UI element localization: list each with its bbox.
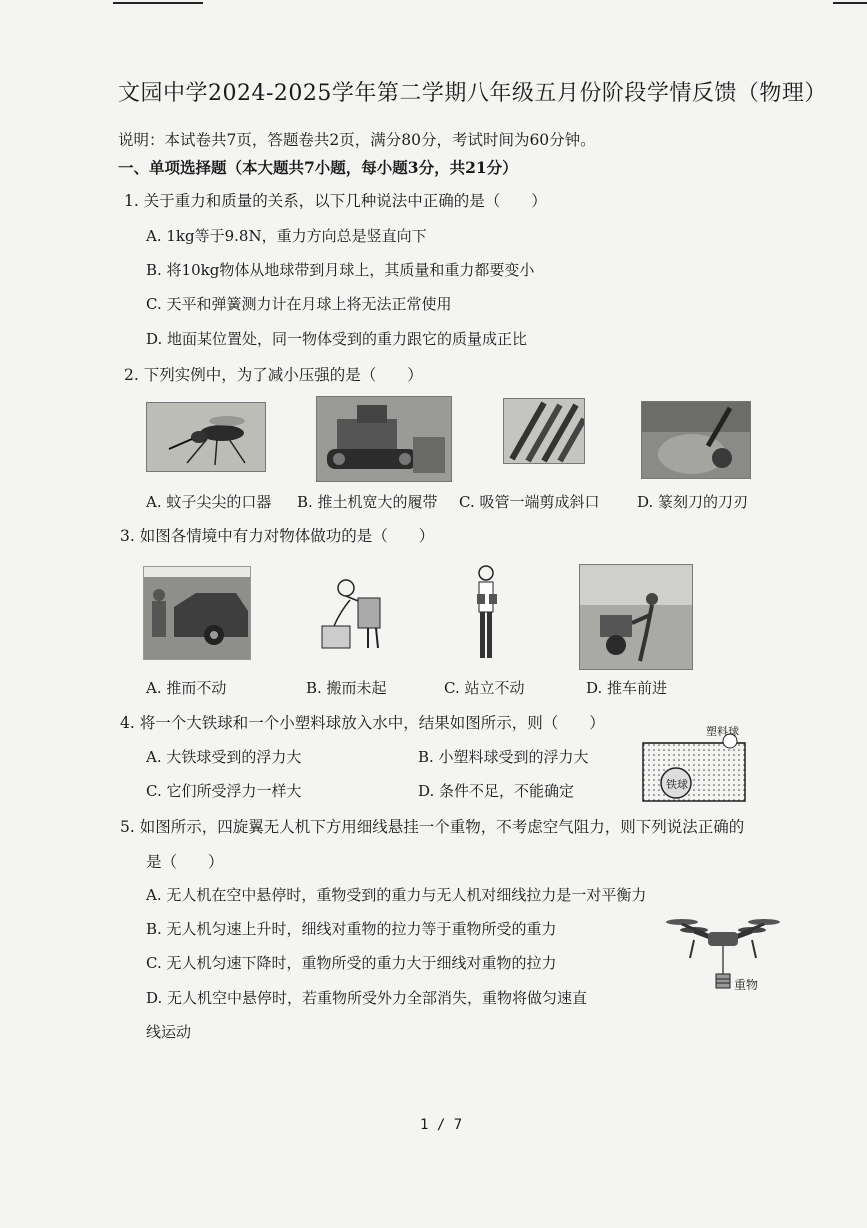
drone-diagram — [664, 914, 782, 996]
question-2-option-b: B. 推土机宽大的履带 — [297, 493, 438, 511]
iron-ball-label: 铁球 — [666, 778, 688, 791]
question-4-option-a: A. 大铁球受到的浮力大 — [146, 748, 302, 766]
question-1-stem: 1. 关于重力和质量的关系，以下几种说法中正确的是（ ） — [124, 192, 547, 210]
question-5-stem-cont: 是（ ） — [146, 853, 224, 871]
question-1-option-d: D. 地面某位置处，同一物体受到的重力跟它的质量成正比 — [146, 330, 528, 348]
question-5-option-d-cont: 线运动 — [146, 1023, 192, 1041]
question-4-option-d: D. 条件不足，不能确定 — [418, 782, 575, 800]
question-5-stem: 5. 如图所示，四旋翼无人机下方用细线悬挂一个重物，不考虑空气阻力，则下列说法正确的 — [120, 818, 745, 836]
question-3-option-c: C. 站立不动 — [444, 679, 525, 697]
plastic-ball-label: 塑料球 — [706, 725, 739, 738]
question-5-option-a: A. 无人机在空中悬停时，重物受到的重力与无人机对细线拉力是一对平衡力 — [146, 886, 647, 904]
bulldozer-image — [316, 396, 452, 482]
question-4-stem: 4. 将一个大铁球和一个小塑料球放入水中，结果如图所示，则（ ） — [120, 714, 605, 732]
straw-image — [503, 398, 585, 464]
weight-label: 重物 — [734, 978, 759, 992]
question-3-option-b: B. 搬而未起 — [306, 679, 387, 697]
mosquito-image — [146, 402, 266, 472]
question-3-option-d: D. 推车前进 — [586, 679, 668, 697]
question-2-stem: 2. 下列实例中，为了减小压强的是（ ） — [124, 366, 423, 384]
scan-edge-line — [833, 2, 867, 4]
question-4-option-b: B. 小塑料球受到的浮力大 — [418, 748, 589, 766]
question-1-option-a: A. 1kg等于9.8N，重力方向总是竖直向下 — [146, 227, 427, 245]
question-5-option-c: C. 无人机匀速下降时，重物所受的重力大于细线对重物的拉力 — [146, 954, 557, 972]
page-title: 文园中学2024-2025学年第二学期八年级五月份阶段学情反馈（物理） — [118, 81, 827, 106]
question-3-option-a: A. 推而不动 — [146, 679, 227, 697]
question-2-option-d: D. 篆刻刀的刀刃 — [637, 493, 749, 511]
question-1-option-c: C. 天平和弹簧测力计在月球上将无法正常使用 — [146, 295, 452, 313]
page-number: 1 / 7 — [420, 1117, 463, 1133]
section-heading: 一、单项选择题（本大题共7小题，每小题3分，共21分） — [118, 158, 518, 177]
exam-note: 说明：本试卷共7页，答题卷共2页，满分80分，考试时间为60分钟。 — [118, 131, 596, 149]
question-1-option-b: B. 将10kg物体从地球带到月球上，其质量和重力都要变小 — [146, 261, 535, 279]
standing-person-image — [469, 564, 503, 662]
push-cart-image — [579, 564, 693, 670]
question-5-option-d: D. 无人机空中悬停时，若重物所受外力全部消失，重物将做匀速直 — [146, 989, 588, 1007]
scan-edge-line — [113, 2, 203, 4]
carving-knife-image — [641, 401, 751, 479]
question-3-stem: 3. 如图各情境中有力对物体做功的是（ ） — [120, 527, 435, 545]
push-car-image — [143, 566, 251, 660]
question-2-option-c: C. 吸管一端剪成斜口 — [459, 493, 600, 511]
question-5-option-b: B. 无人机匀速上升时，细线对重物的拉力等于重物所受的重力 — [146, 920, 557, 938]
question-4-option-c: C. 它们所受浮力一样大 — [146, 782, 302, 800]
question-2-option-a: A. 蚊子尖尖的口器 — [146, 493, 272, 511]
lift-box-image — [310, 576, 392, 650]
